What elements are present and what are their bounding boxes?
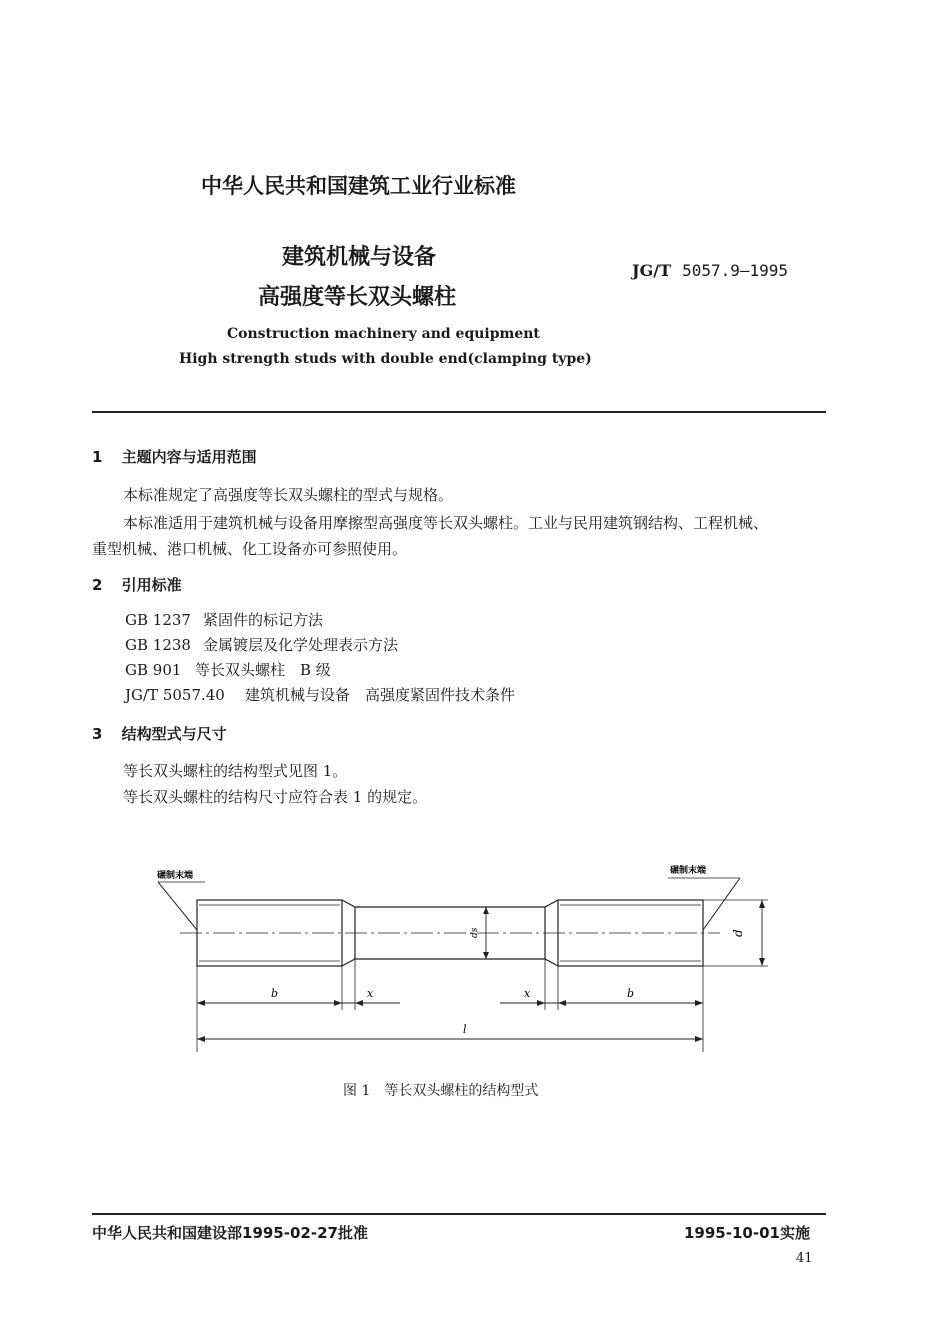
reference-name: 等长双头螺柱 B 级 <box>195 661 331 679</box>
standard-code-prefix: JG/T <box>632 261 671 280</box>
section-1-para-2a: 本标准适用于建筑机械与设备用摩擦型高强度等长双头螺柱。工业与民用建筑钢结构、工程机械、 <box>123 514 769 532</box>
english-title-line1: Construction machinery and equipment <box>227 326 540 342</box>
section-1-heading <box>92 446 257 467</box>
reference-name: 紧固件的标记方法 <box>203 611 324 629</box>
dim-label-x-right: x <box>524 987 531 1000</box>
right-end-leader <box>703 878 740 930</box>
reference-code: JG/T 5057.40 <box>125 686 225 704</box>
section-2-title: 引用标准 <box>121 576 182 594</box>
reference-code: GB 1237 <box>125 611 191 629</box>
section-1-number: 1 <box>92 448 103 466</box>
standard-code <box>632 261 788 280</box>
reference-row <box>125 634 398 655</box>
implementation-date: 1995-10-01实施 <box>684 1224 810 1242</box>
section-3-para-1: 等长双头螺柱的结构型式见图 1。 <box>123 762 348 780</box>
left-end-leader <box>158 882 197 930</box>
reference-name: 建筑机械与设备 高强度紧固件技术条件 <box>245 686 516 704</box>
standard-code-number: 5057.9—1995 <box>682 261 789 280</box>
right-end-label: 碾制末端 <box>670 866 707 876</box>
doc-title-line2: 高强度等长双头螺柱 <box>258 285 457 310</box>
stud-diagram <box>0 850 950 1070</box>
dim-label-ds: ds <box>470 927 480 938</box>
section-3-number: 3 <box>92 725 103 743</box>
left-end-label: 碾制末端 <box>157 871 194 881</box>
page-number: 41 <box>796 1251 813 1266</box>
section-1-para-1: 本标准规定了高强度等长双头螺柱的型式与规格。 <box>123 486 454 504</box>
section-2-number: 2 <box>92 576 103 594</box>
reference-row <box>125 684 515 705</box>
reference-code: GB 1238 <box>125 636 191 654</box>
section-1-title: 主题内容与适用范围 <box>121 448 257 466</box>
section-1-para-2b: 重型机械、港口机械、化工设备亦可参照使用。 <box>92 540 408 558</box>
english-title-line2: High strength studs with double end(clamping type) <box>179 351 592 367</box>
section-3-para-2: 等长双头螺柱的结构尺寸应符合表 1 的规定。 <box>123 788 428 806</box>
figure-caption: 图 1 等长双头螺柱的结构型式 <box>343 1083 539 1099</box>
dim-label-b-left: b <box>271 987 279 1000</box>
doc-title-line1: 建筑机械与设备 <box>282 245 437 270</box>
section-2-heading <box>92 574 182 595</box>
reference-code: GB 901 <box>125 661 182 679</box>
shank-bottom-edge <box>342 959 558 966</box>
dim-label-x-left: x <box>367 987 374 1000</box>
dim-label-d: d <box>731 929 745 937</box>
issuer-title: 中华人民共和国建筑工业行业标准 <box>201 174 516 198</box>
reference-row <box>125 659 331 680</box>
footer-divider <box>92 1213 826 1215</box>
header-divider <box>92 411 826 413</box>
reference-row <box>125 609 323 630</box>
dim-label-b-right: b <box>627 987 635 1000</box>
reference-name: 金属镀层及化学处理表示方法 <box>203 636 399 654</box>
approval-line: 中华人民共和国建设部1995-02-27批准 <box>92 1224 368 1242</box>
shank-top-edge <box>342 900 558 907</box>
section-3-title: 结构型式与尺寸 <box>121 725 227 743</box>
section-3-heading <box>92 723 227 744</box>
dim-label-l: l <box>463 1023 467 1036</box>
